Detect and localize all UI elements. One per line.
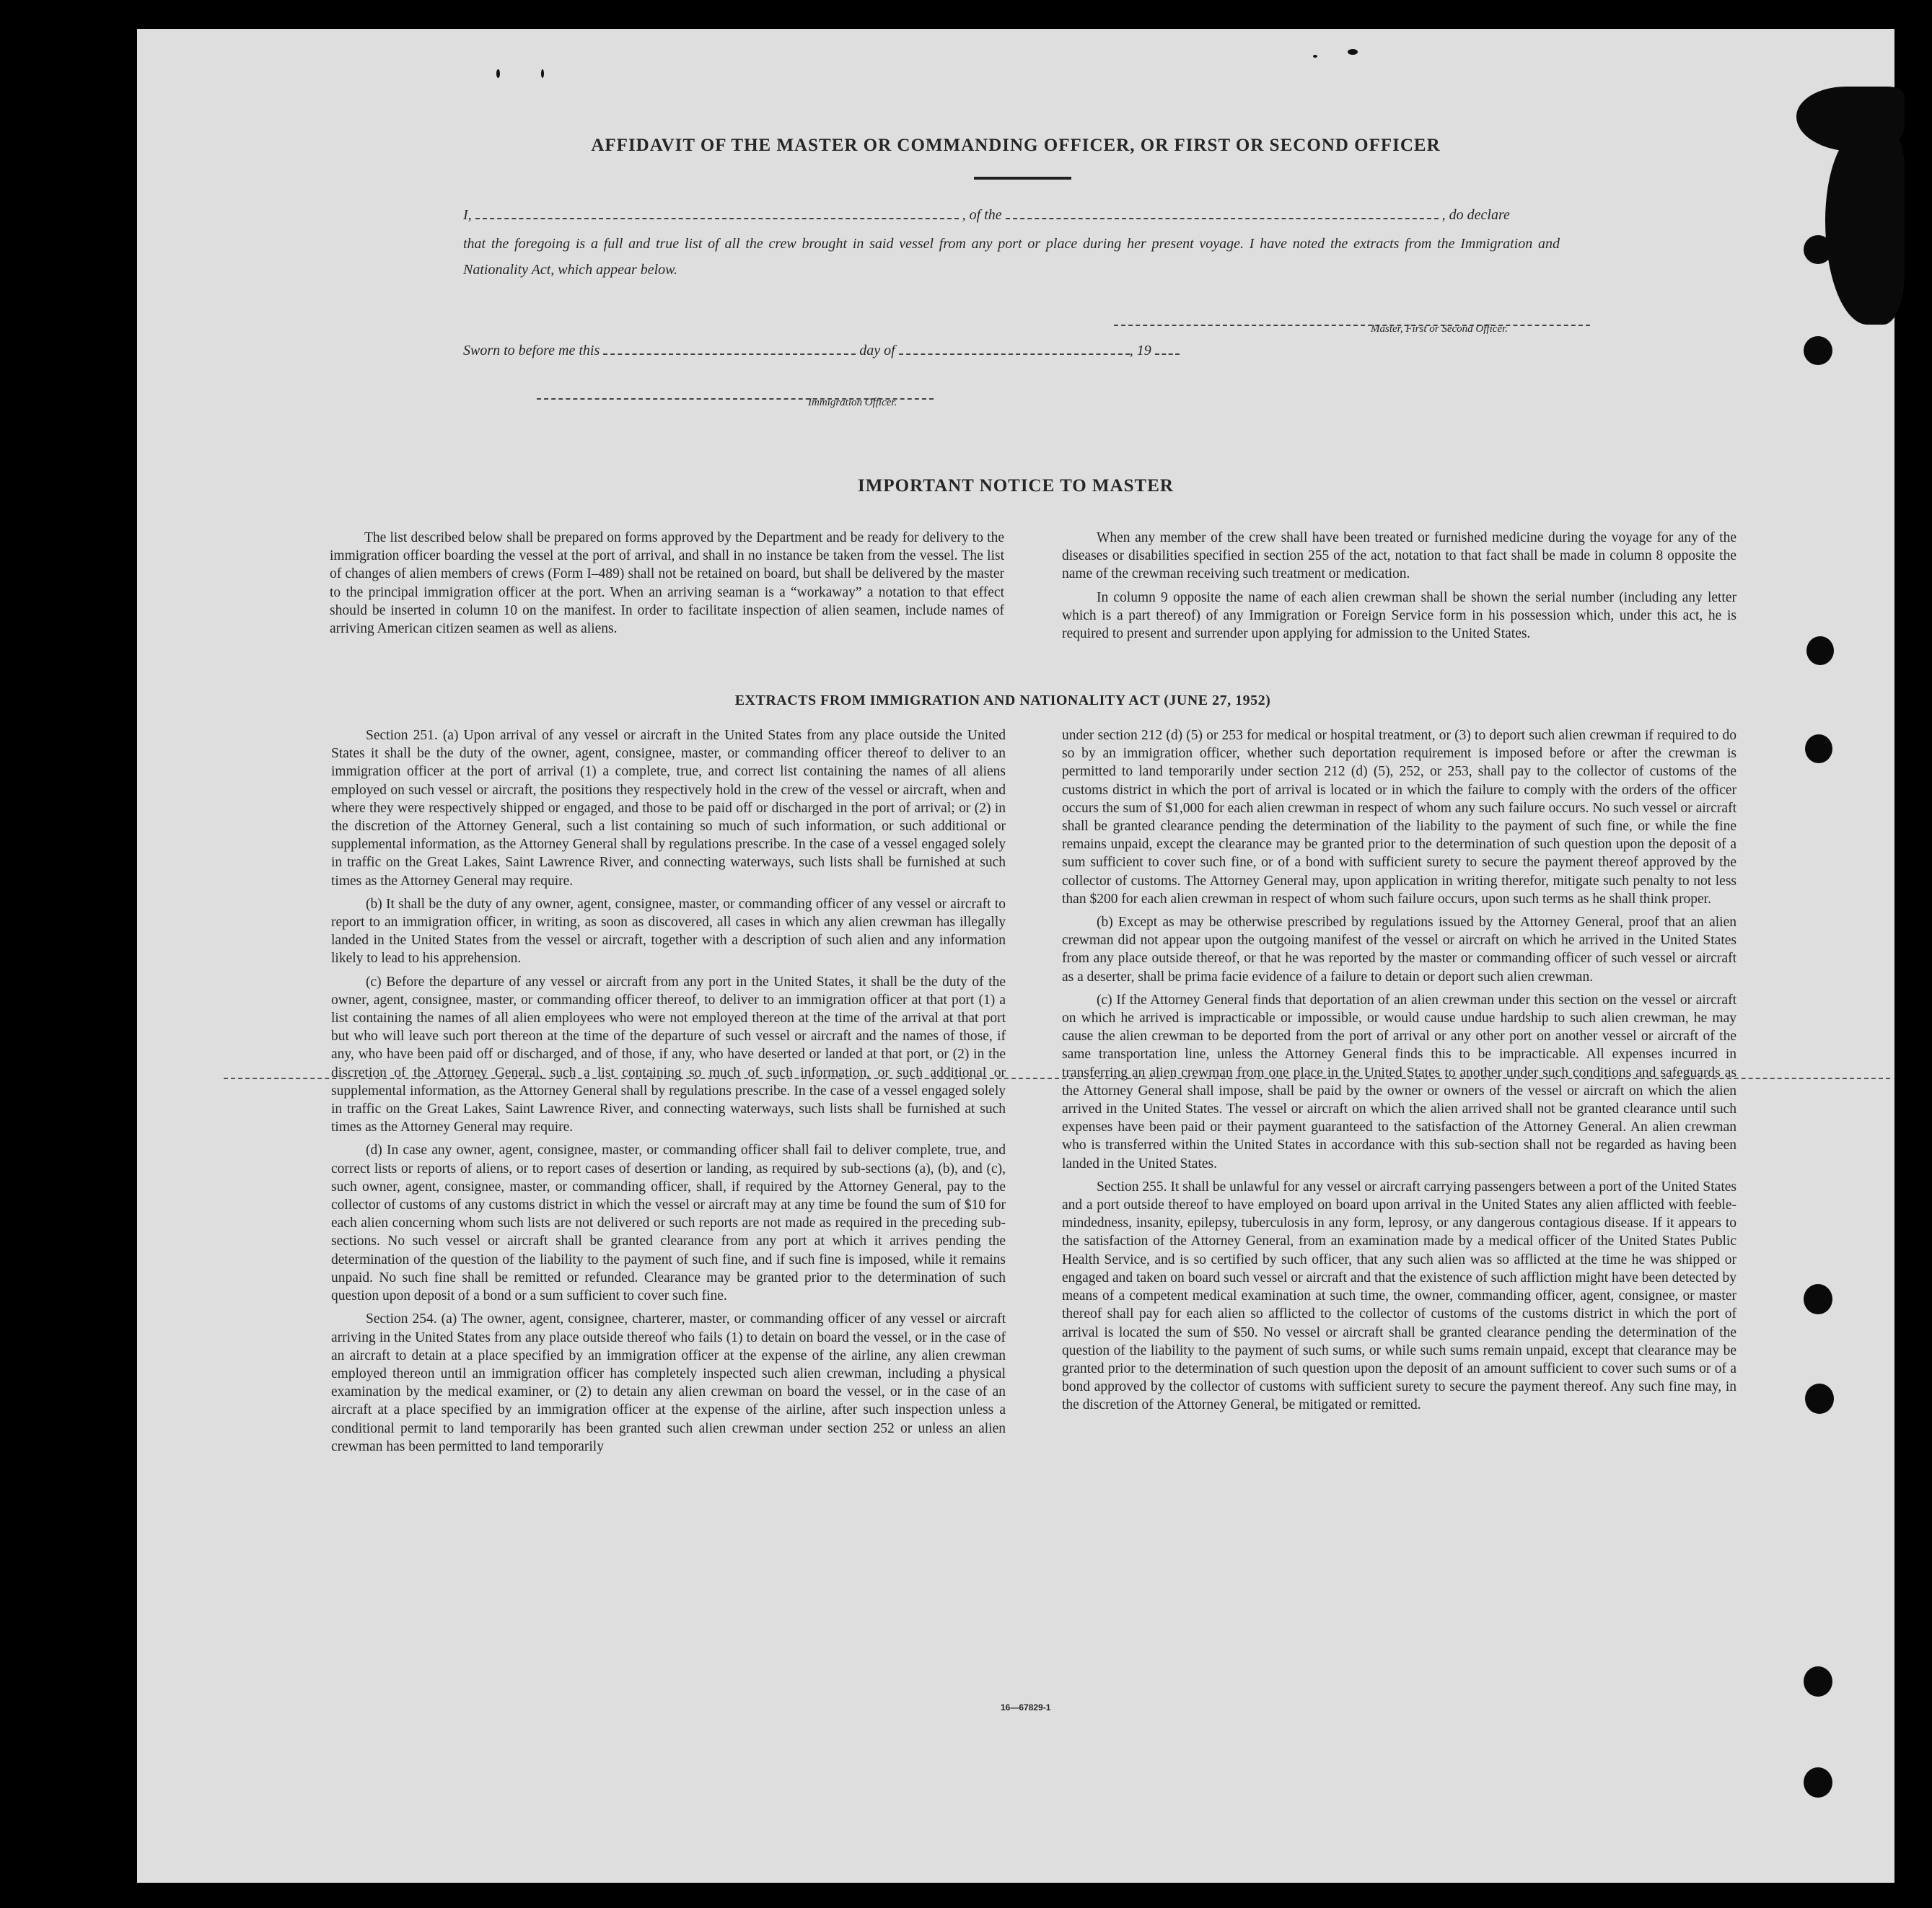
- notice-title: IMPORTANT NOTICE TO MASTER: [858, 476, 1174, 496]
- name-blank[interactable]: [475, 205, 959, 219]
- punch-hole: [1804, 1767, 1832, 1798]
- document-page: [137, 29, 1894, 1883]
- section-251-a: Section 251. (a) Upon arrival of any vessel or aircraft in the United States from any place outside the United States it shall be the duty of the owner, agent, consignee, master, or commanding officer thereof to deliver to an immigration officer at the port of arrival (1) a complete, true, and correct list containing the names of all aliens employed on such vessel or aircraft, the positions they respectively hold in the crew of the vessel or aircraft, when and where they were respectively shipped or engaged, and those to be paid off or discharged in the port of arrival; or (2) in the discretion of the Attorney General, such a list containing so much of such information, or such additional or supplemental information, as the Attorney General shall by regulations prescribe. In the case of a vessel engaged solely in traffic on the Great Lakes, Saint Lawrence River, and connecting waterways, such lists shall be furnished at such times as the Attorney General may require.: [331, 728, 1006, 889]
- ink-speck: [496, 69, 500, 78]
- master-signature-line[interactable]: [1114, 312, 1590, 330]
- punch-hole: [1805, 1384, 1834, 1414]
- sworn-month-blank[interactable]: [899, 340, 1130, 355]
- sworn-line: [463, 340, 1180, 359]
- form-number: 16—67829-1: [1001, 1702, 1051, 1713]
- day-of-label: day of: [859, 343, 895, 359]
- i-label: I,: [463, 207, 472, 223]
- of-the-label: , of the: [962, 207, 1002, 223]
- sworn-label: Sworn to before me this: [463, 343, 600, 359]
- section-251-b: (b) It shall be the duty of any owner, agent, consignee, master, or commanding officer of any vessel or aircraft to report to an immigration officer, in writing, as soon as discovered, all cases in which any alien crewman has illegally landed in the United States from the vessel or aircraft, together with a description of such alien and any information likely to lead to his apprehension.: [331, 896, 1006, 967]
- notice-right-column: [1062, 529, 1736, 648]
- punch-hole: [1804, 1284, 1832, 1314]
- torn-corner: [1825, 130, 1905, 325]
- ink-speck: [1348, 49, 1358, 55]
- ink-speck: [541, 69, 544, 78]
- vessel-blank[interactable]: [1006, 205, 1439, 219]
- punch-hole: [1804, 1666, 1832, 1697]
- section-251-d: (d) In case any owner, agent, consignee, master, or commanding officer shall fail to deliver complete, true, and correct lists or reports of aliens, or to report cases of desertion or landing, as required by sub-sections (a), (b), and (c), such owner, agent, consignee, master, or commanding officer, shall, if required by the Attorney General, pay to the collector of customs of any customs district in which the vessel or aircraft may at any time be found the sum of $10 for each alien concerning whom such lists are not delivered or such reports are not made as required in the preceding sub-sections. No such vessel or aircraft shall be granted clearance from any port at which it arrives pending the determination of the question of the liability to the payment of such fine, and if such fine is imposed, while it remains unpaid. No such fine shall be remitted or refunded. Clearance may be granted prior to the determination of such question upon deposit of a bond or a sum sufficient to cover such fine.: [331, 1143, 1006, 1304]
- section-255: Section 255. It shall be unlawful for any vessel or aircraft carrying passengers between a port of the United States and a port outside thereof to have employed on board upon arrival in the United States any alien afflicted with feeble-mindedness, insanity, epilepsy, tuberculosis in any form, leprosy, or any dangerous contagious disease. If it appears to the satisfaction of the Attorney General, from an examination made by a medical officer of the United States Public Health Service, and is so certified by such officer, that any such alien was so afflicted at the time he was shipped or engaged and taken on board such vessel or aircraft and that the existence of such affliction might have been detected by means of a competent medical examination at such time, the owner, commanding officer, agent, consignee, or master thereof shall pay for each alien so afflicted to the collector of customs of the customs district in which the port of arrival is located the sum of $50. No vessel or aircraft shall be granted clearance pending the determination of the question of the liability to the payment of such sums, or while such sums remain unpaid, except that clearance may be granted prior to the determination of such question upon the deposit of an amount sufficient to cover such sums or of a bond approved by the collector of customs with sufficient surety to secure the payment thereof. Any such fine may, in the discretion of the Attorney General, be mitigated or remitted.: [1062, 1179, 1736, 1413]
- notice-left-column: [330, 529, 1004, 643]
- affidavit-title: AFFIDAVIT OF THE MASTER OR COMMANDING OFFICER, OR FIRST OR SECOND OFFICER: [591, 136, 1441, 155]
- fold-line: [224, 1078, 1890, 1079]
- notice-paragraph: When any member of the crew shall have been treated or furnished medicine during the voyage for any of the diseases or disabilities specified in section 255 of the act, notation to that fact shall be made in column 8 opposite the name of the crewman receiving such treatment or medication.: [1062, 530, 1736, 582]
- extracts-left-column: [331, 726, 1006, 1461]
- section-251-c: (c) Before the departure of any vessel or aircraft from any port in the United States, it shall be the duty of the owner, agent, consignee, master, or commanding officer thereof, to deliver to an immigration officer at that port (1) a list containing the names of all alien employees who were not employed thereon at the time of the arrival at that port but who will leave such port thereon at the time of the departure of such vessel or aircraft and the names of those, if any, who have been paid off or discharged, and of those, if any, who have deserted or landed at that port, or (2) in the discretion of the Attorney General, such a list containing so much of such information, or such additional or supplemental information, as the Attorney General shall by regulations prescribe. In the case of a vessel engaged solely in traffic on the Great Lakes, Saint Lawrence River, and connecting waterways, such lists shall be furnished at such times as the Attorney General may require.: [331, 974, 1006, 1135]
- notice-paragraph: In column 9 opposite the name of each alien crewman shall be shown the serial number (including any letter which is a part thereof) of any Immigration or Foreign Service form in his possession which, under this act, he is required to present and surrender upon applying for admission to the United States.: [1062, 589, 1736, 642]
- sworn-day-blank[interactable]: [603, 340, 856, 355]
- section-254-c: (c) If the Attorney General finds that deportation of an alien crewman under this section on the vessel or aircraft on which he arrived is impracticable or impossible, or would cause undue hardship to such alien crewman, he may cause the alien crewman to be deported from the port of arrival or any other port on another vessel or aircraft of the same transportation line, unless the Attorney General finds this to be impracticable. All expenses incurred in transferring an alien crewman from one place in the United States to another under such conditions and safeguards as the Attorney General shall impose, shall be paid by the owner or owners of the vessel or aircraft on which the alien arrived in the United States. The vessel or aircraft on which the alien arrived shall not be granted clearance until such expenses have been paid or their payment guaranteed to the satisfaction of the Attorney General. An alien crewman who is transferred within the United States in accordance with this sub-section shall not be regarded as having been landed in the United States.: [1062, 992, 1736, 1171]
- do-declare-label: , do declare: [1441, 207, 1510, 223]
- year-prefix: , 19: [1129, 343, 1151, 359]
- extracts-right-column: [1062, 726, 1736, 1420]
- declarant-line: [463, 205, 1510, 224]
- punch-hole: [1804, 336, 1832, 365]
- section-254-b: (b) Except as may be otherwise prescribed by regulations issued by the Attorney General, proof that an alien crewman did not appear upon the outgoing manifest of the vessel or aircraft on which he arrived in the United States from any place outside thereof, or that he was reported by the master or commanding officer of such vessel or aircraft as a deserter, shall be prima facie evidence of a failure to detain or deport such alien crewman.: [1062, 915, 1736, 985]
- sworn-year-blank[interactable]: [1155, 340, 1180, 355]
- officer-caption: Immigration Officer.: [808, 397, 897, 408]
- declaration-statement: that the foregoing is a full and true list of all the crew brought in said vessel from any port or place during her present voyage. I have noted the extracts from the Immigration and Nationality Act, which appear below.: [463, 236, 1560, 278]
- title-rule: [974, 177, 1071, 180]
- section-254-a-cont: under section 212 (d) (5) or 253 for medical or hospital treatment, or (3) to deport such alien crewman if required to do so by an immigration officer, whether such deportation requirement is imposed before or after the crewman is permitted to land temporarily under section 212 (d) (5), 252, or 253, shall pay to the collector of customs of the customs district in which the port of arrival is located or in which the failure to comply with the orders of the officer occurs the sum of $1,000 for each alien crewman in respect of whom any such failure occurs. No such vessel or aircraft shall be granted clearance pending the determination of the liability to the payment of such fine, or while the fine remains unpaid, except the clearance may be granted prior to the determination of such question upon the deposit of a sum sufficient to cover such fine, or of a bond with sufficient surety to secure the payment thereof approved by the collector of customs. The Attorney General may, upon application in writing therefor, mitigate such penalty to not less than $200 for each alien crewman in respect of whom such failure occurs, upon such terms as he shall think proper.: [1062, 728, 1736, 907]
- punch-hole: [1805, 734, 1832, 763]
- section-254-a: Section 254. (a) The owner, agent, consignee, charterer, master, or commanding officer of any vessel or aircraft arriving in the United States from any place outside thereof who fails (1) to detain on board the vessel, or in the case of an aircraft to detain at a place specified by an immigration officer at the expense of the airline, any alien crewman employed thereon until an immigration officer has completely inspected such alien crewman, including a physical examination by the medical examiner, or (2) to detain any alien crewman on board the vessel, or in the case of an aircraft at a place specified by an immigration officer at the expense of the airline, after such inspection unless a conditional permit to land temporarily has been granted such alien crewman under section 252 or unless an alien crewman has been permitted to land temporarily: [331, 1311, 1006, 1454]
- ink-speck: [1313, 55, 1317, 58]
- extracts-title: EXTRACTS FROM IMMIGRATION AND NATIONALITY ACT (JUNE 27, 1952): [734, 693, 1271, 708]
- punch-hole: [1806, 636, 1834, 665]
- master-caption: Master, First or Second Officer.: [1371, 323, 1508, 335]
- notice-paragraph: The list described below shall be prepared on forms approved by the Department and be ready for delivery to the immigration officer boarding the vessel at the port of arrival, and shall in no instance be taken from the vessel. The list of changes of alien members of crews (Form I–489) shall not be retained on board, but shall be delivered by the master to the principal immigration officer at the port. When an arriving seaman is a “workaway” a notation to that effect should be inserted in column 10 on the manifest. In order to facilitate inspection of alien seamen, include names of arriving American citizen seamen as well as aliens.: [330, 530, 1004, 637]
